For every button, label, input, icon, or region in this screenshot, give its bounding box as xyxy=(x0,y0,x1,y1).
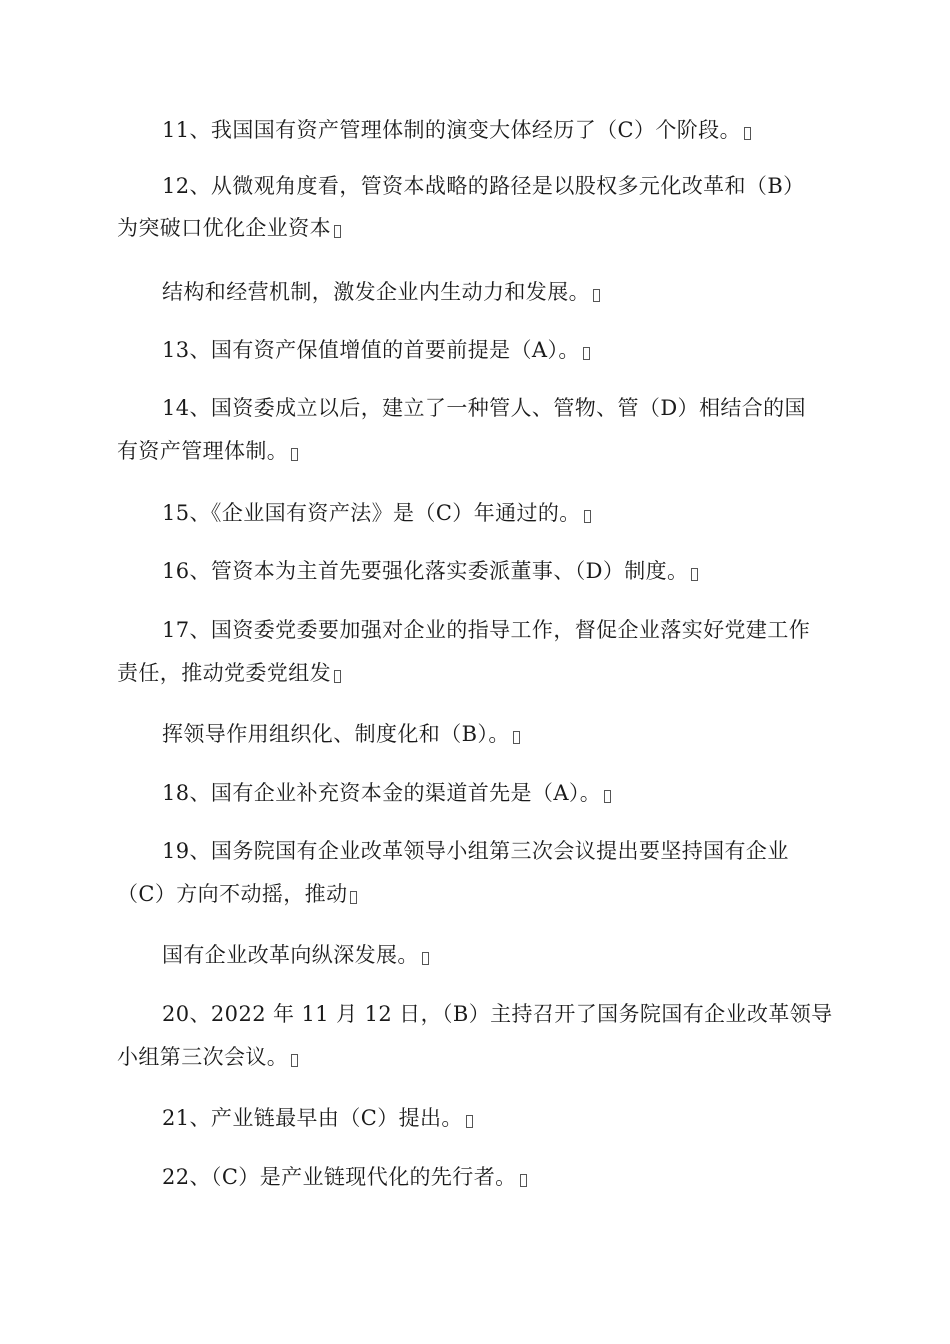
placeholder-box-icon xyxy=(422,952,429,965)
question-19-continued-2: 国有企业改革向纵深发展。 xyxy=(162,941,429,969)
placeholder-box-icon xyxy=(593,289,600,302)
question-22: 22、（C）是产业链现代化的先行者。 xyxy=(162,1163,527,1191)
question-12-continued: 为突破口优化企业资本 xyxy=(117,214,341,242)
question-17-continued-2: 挥领导作用组织化、制度化和（B）。 xyxy=(162,720,520,748)
placeholder-box-icon xyxy=(583,347,590,360)
placeholder-box-icon xyxy=(604,790,611,803)
placeholder-box-icon xyxy=(513,731,520,744)
question-17-continued: 责任，推动党委党组发 xyxy=(117,659,341,687)
question-20-continued: 小组第三次会议。 xyxy=(117,1043,298,1071)
question-14-continued: 有资产管理体制。 xyxy=(117,437,298,465)
question-11: 11、我国国有资产管理体制的演变大体经历了（C）个阶段。 xyxy=(162,116,751,144)
question-12: 12、从微观角度看，管资本战略的路径是以股权多元化改革和（B） xyxy=(162,174,805,198)
question-19: 19、国务院国有企业改革领导小组第三次会议提出要坚持国有企业 xyxy=(162,839,789,863)
question-15: 15、《企业国有资产法》是（C）年通过的。 xyxy=(162,499,591,527)
placeholder-box-icon xyxy=(291,448,298,461)
placeholder-box-icon xyxy=(691,568,698,581)
placeholder-box-icon xyxy=(466,1115,473,1128)
question-21: 21、产业链最早由（C）提出。 xyxy=(162,1104,473,1132)
question-19-continued: （C）方向不动摇，推动 xyxy=(117,880,357,908)
placeholder-box-icon xyxy=(744,127,751,140)
placeholder-box-icon xyxy=(334,670,341,683)
question-14: 14、国资委成立以后，建立了一种管人、管物、管（D）相结合的国 xyxy=(162,396,806,420)
placeholder-box-icon xyxy=(520,1174,527,1187)
question-17: 17、国资委党委要加强对企业的指导工作，督促企业落实好党建工作 xyxy=(162,618,811,642)
placeholder-box-icon xyxy=(584,510,591,523)
placeholder-box-icon xyxy=(350,891,357,904)
question-13: 13、国有资产保值增值的首要前提是（A）。 xyxy=(162,336,590,364)
placeholder-box-icon xyxy=(291,1054,298,1067)
question-12-continued-2: 结构和经营机制，激发企业内生动力和发展。 xyxy=(162,278,600,306)
placeholder-box-icon xyxy=(334,225,341,238)
question-16: 16、管资本为主首先要强化落实委派董事、（D）制度。 xyxy=(162,557,698,585)
question-20: 20、2022 年 11 月 12 日，（B）主持召开了国务院国有企业改革领导 xyxy=(162,1002,833,1026)
question-18: 18、国有企业补充资本金的渠道首先是（A）。 xyxy=(162,779,611,807)
